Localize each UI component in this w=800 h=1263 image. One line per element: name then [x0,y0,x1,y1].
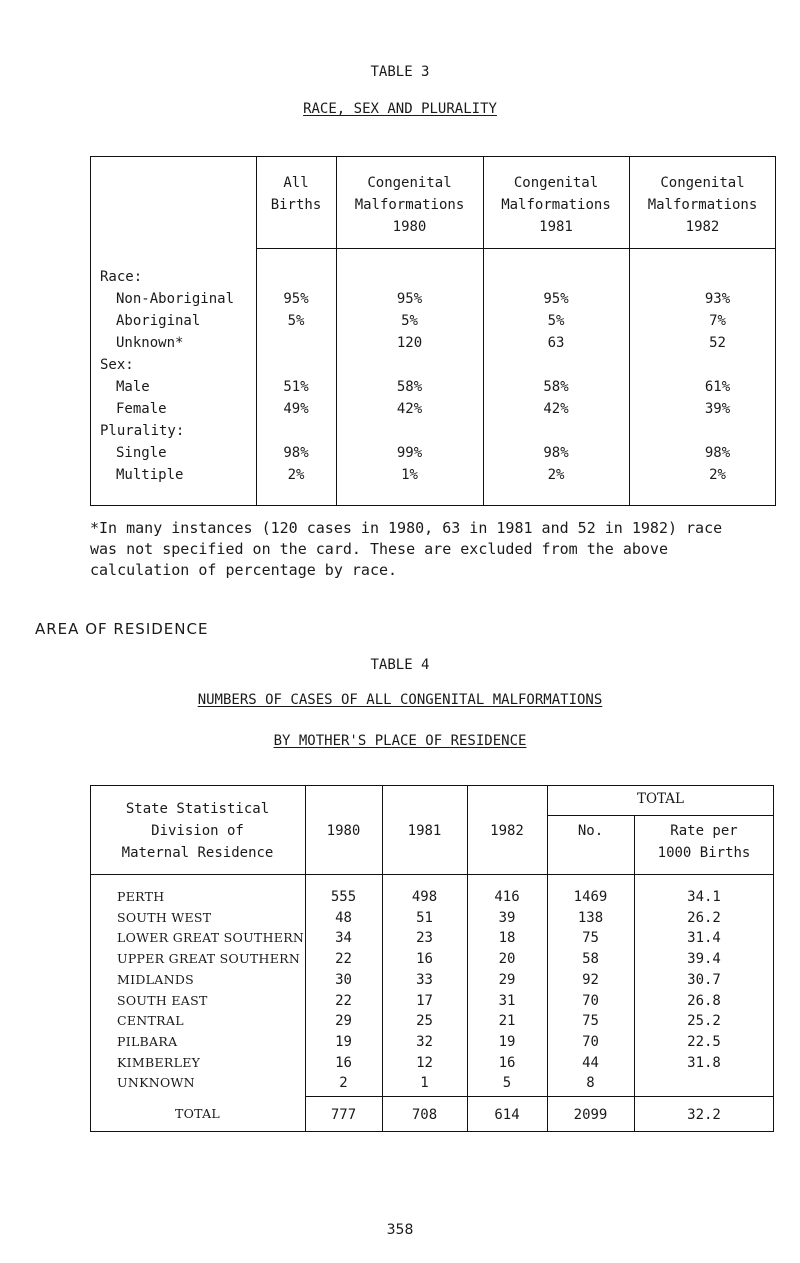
table3-col-header: Congenital [660,175,745,191]
table3-cell: 95% [283,291,309,307]
table3-cell: 42% [396,401,423,417]
table4-cell: 20 [498,951,516,968]
table3-cell: 2% [287,467,305,483]
table3-cell: 98% [283,445,309,461]
table4-cell: 70 [582,1033,599,1050]
table4-cell: 138 [577,909,604,926]
table3-row-label: Aboriginal [116,313,201,329]
table4-cell: 33 [416,971,433,988]
table3-cell: 5% [401,313,418,329]
table4-cell: 70 [582,992,599,1009]
table3-header-rule [256,248,776,249]
table4-cell: 19 [335,1033,352,1050]
table3-cell: 7% [709,313,726,329]
table4-cell: 16 [498,1054,516,1071]
table4-cell: 22 [335,992,352,1009]
table3-cell: 5% [287,313,305,329]
table4-cell: 22.5 [687,1033,721,1050]
table3-col-header: All [283,175,309,191]
table3-group-label: Sex: [100,357,134,373]
table3-cell: 2% [709,467,726,483]
table3-footnote [90,518,790,581]
table4-year-header: 1980 [326,823,361,839]
table4-cell: 555 [330,889,357,905]
footnote-line: calculation of percentage by race. [90,561,398,579]
table3-row-label: Non-Aboriginal [116,291,235,307]
table3-col-header: Malformations [354,197,465,213]
table3-cell: 93% [704,291,731,307]
table3-cell: 1% [401,467,418,483]
table4-cell: 48 [335,909,352,926]
table4-cell: 19 [498,1033,516,1050]
table4-total-row-rule [305,1096,774,1097]
table3-cell: 42% [543,401,569,417]
table4-division-header: Maternal Residence [121,845,274,861]
table4-place: KIMBERLEY [117,1054,201,1070]
table3-row-label: Single [116,445,167,461]
table4-place: UPPER GREAT SOUTHERN [117,951,301,967]
table4-cell: 16 [416,951,433,968]
table4-cell: 75 [582,930,599,947]
table4-cell: 1 [420,1075,429,1092]
table4-cell: 29 [498,971,516,988]
table3-group-label: Race: [100,269,143,285]
table3-group-label: Plurality: [100,423,185,439]
table4-rate-header: 1000 Births [657,845,751,861]
table4-total-header: TOTAL [636,791,685,807]
table4-cell: 39 [498,909,516,926]
table3-col-header: 1981 [539,219,573,235]
table3-col-header: 1980 [392,219,427,235]
table3-col-header: Births [270,197,322,213]
table4-total-cell: 2099 [573,1107,608,1123]
table3-col-header: Malformations [647,197,758,213]
table3-cell: 99% [396,445,423,461]
table3-col-header: Congenital [513,175,599,191]
table4-total-cell: 614 [494,1107,520,1123]
table3-row-label: Female [116,401,167,417]
table3-col-header: Malformations [501,197,611,213]
table3-col-header: 1982 [685,219,720,235]
table3-row-label: Male [116,379,150,395]
table4-cell: 2 [339,1075,348,1092]
table4-total-cell: 708 [411,1107,438,1123]
table3-row-label: Multiple [116,467,184,483]
table4-year-header: 1982 [490,823,524,839]
table3-label: TABLE 3 [370,64,430,80]
table4-place: SOUTH EAST [117,992,208,1008]
table4-year-header: 1981 [407,823,442,839]
table4-cell: 23 [416,930,433,947]
table4-cell: 30 [335,971,352,988]
table4-place: SOUTH WEST [117,909,212,925]
table3-cell: 98% [704,445,731,461]
table4-cell: 30.7 [687,971,721,988]
table4-cell: 29 [335,1013,352,1030]
table4-no-header: No. [577,823,604,839]
table4-cell: 31 [498,992,516,1009]
table4-place: MIDLANDS [117,971,195,987]
table4-total-rule [547,815,774,816]
table4-division-header: Division of [151,823,244,839]
table3-cell: 2% [547,467,565,483]
table4-cell: 21 [498,1013,516,1030]
table4-total-cell: 32.2 [687,1107,721,1123]
table4-cell: 75 [582,1013,599,1030]
table4-cell: 39.4 [687,951,721,968]
table4-cell: 5 [502,1075,512,1092]
table4-cell: 92 [582,971,599,988]
table4-cell: 18 [498,930,516,947]
table4-place: PERTH [117,889,165,904]
table4-cell: 26.2 [687,909,721,926]
table3-cell: 49% [283,401,309,417]
table3-cell: 63 [547,335,565,351]
table4-header-rule [90,874,774,875]
table3-cell: 5% [547,313,565,329]
table4-cell: 498 [411,889,438,905]
footnote-line: *In many instances (120 cases in 1980, 63 in 1981 and 52 in 1982) race [90,519,723,537]
table4-total-label: TOTAL [174,1106,221,1121]
table4-cell: 12 [416,1054,433,1071]
table4-place: UNKNOWN [117,1075,195,1091]
table4-cell: 25.2 [687,1013,721,1030]
table4-place: PILBARA [117,1033,178,1049]
table4-title-line1: NUMBERS OF CASES OF ALL CONGENITAL MALFORMATIONS [197,692,603,708]
table3-cell: 98% [543,445,569,461]
table3-cell: 58% [396,379,423,395]
table3-cell: 95% [396,291,423,307]
table3-cell: 61% [704,379,731,395]
table4-division-header: State Statistical [125,801,270,817]
table3-cell: 58% [543,379,569,395]
table3-row-label: Unknown* [116,335,184,351]
table4-cell: 44 [582,1054,599,1071]
table4-place: CENTRAL [117,1013,184,1029]
table4-cell: 1469 [573,889,608,905]
table4-cell: 26.8 [687,992,721,1009]
table4-rate-header: Rate per [670,823,738,839]
table3-cell: 120 [396,335,423,351]
table4-cell: 17 [416,992,433,1009]
table4-cell: 51 [416,909,433,926]
section-heading: AREA OF RESIDENCE [35,620,209,638]
table4-place: LOWER GREAT SOUTHERN [117,930,305,946]
table4-title-line2: BY MOTHER'S PLACE OF RESIDENCE [273,733,527,749]
footnote-line: was not specified on the card. These are excluded from the above [90,540,668,558]
table4-cell: 34.1 [687,889,721,905]
table4-cell: 16 [335,1054,352,1071]
table4-cell: 416 [494,889,520,905]
table4-cell: 8 [586,1075,595,1092]
table3-cell: 51% [283,379,309,395]
table4-label: TABLE 4 [370,657,430,673]
table4-cell: 25 [416,1013,433,1030]
table4-total-cell: 777 [330,1107,357,1123]
page-number: 358 [386,1222,414,1238]
table4-cell: 31.8 [687,1054,721,1071]
table4-cell: 34 [335,930,352,947]
table3-title: RACE, SEX AND PLURALITY [303,101,497,117]
table3-col-header: Congenital [367,175,452,191]
table4-cell: 22 [335,951,352,968]
table4-cell: 32 [416,1033,433,1050]
table4-cell: 31.4 [687,930,721,947]
table3-cell: 39% [704,401,731,417]
table3-cell: 52 [709,335,726,351]
table3-cell: 95% [543,291,569,307]
table4-cell: 58 [582,951,599,968]
